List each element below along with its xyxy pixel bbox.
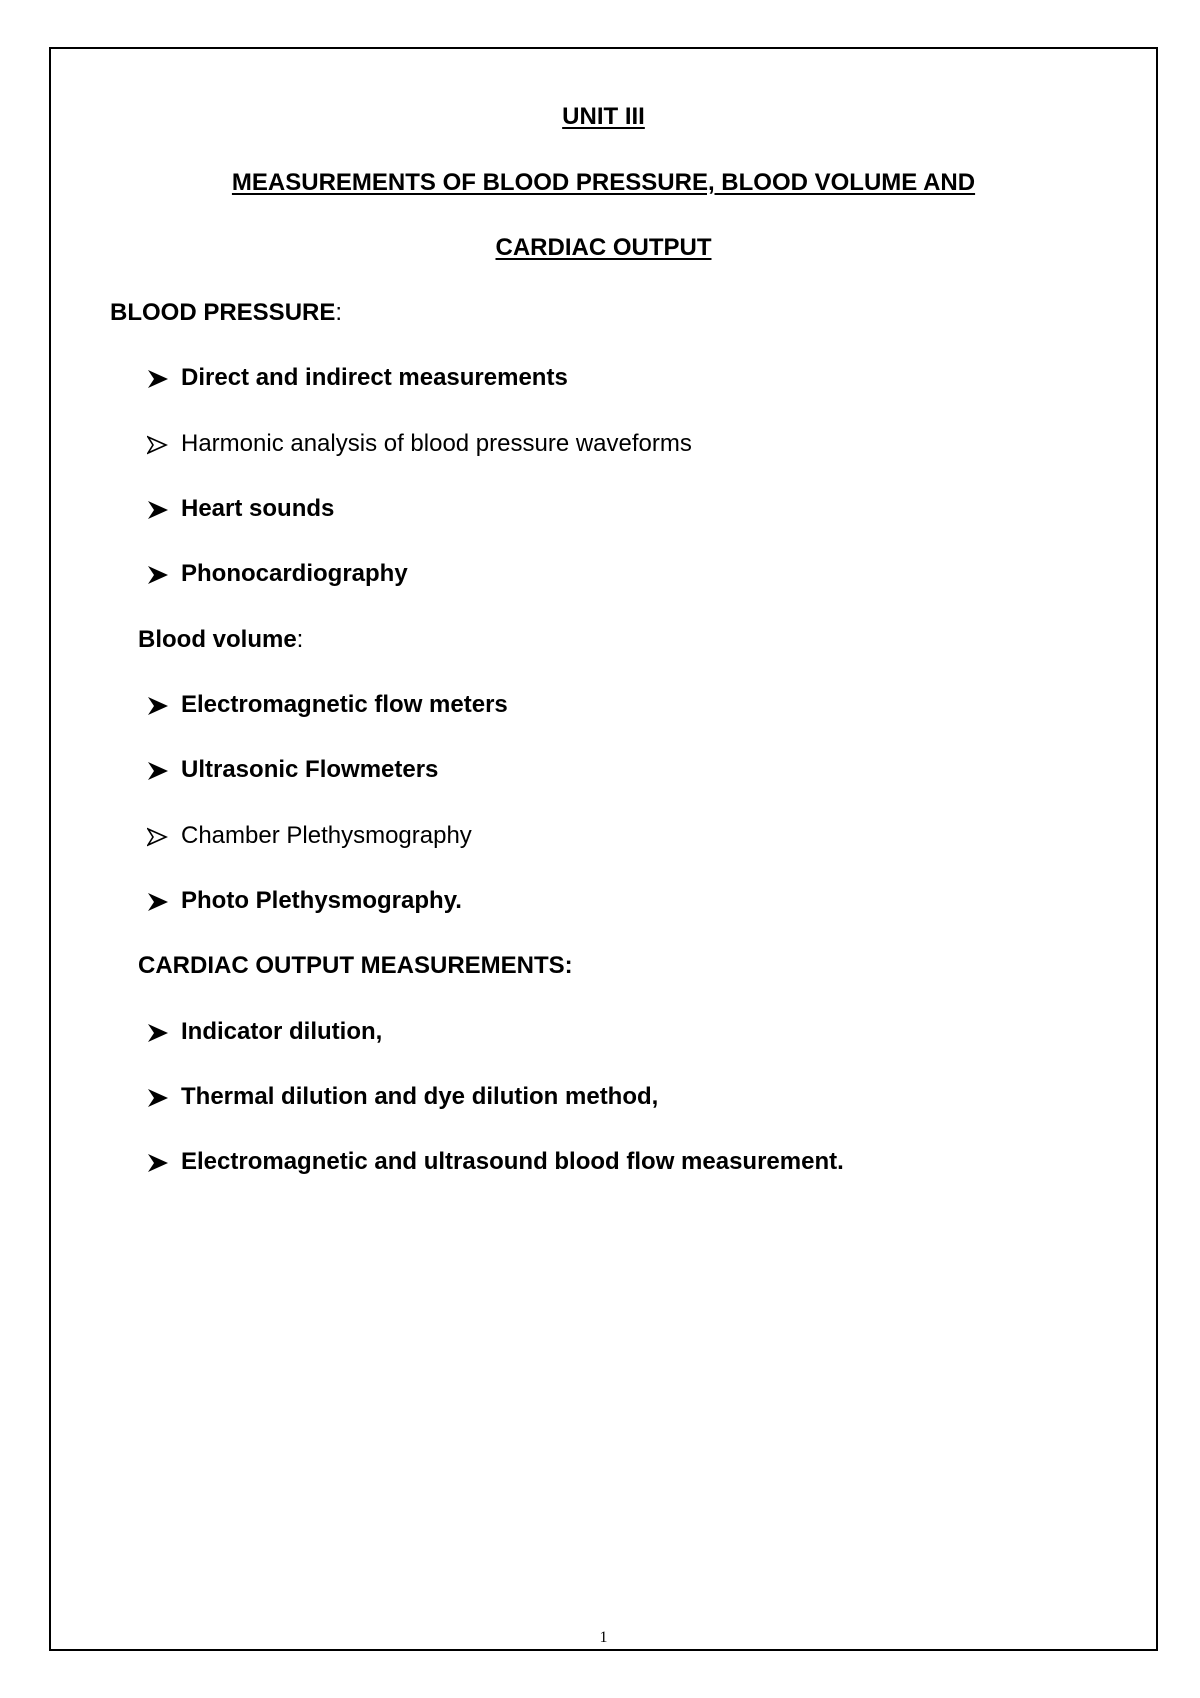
arrow-bullet-icon: [145, 755, 181, 785]
list-item-label: Heart sounds: [181, 495, 335, 522]
heading-colon: :: [296, 626, 304, 653]
list-item: [145, 821, 472, 851]
list-item: [145, 755, 438, 785]
list-item: [145, 429, 692, 459]
arrow-bullet-icon: [145, 690, 181, 720]
list-item: [145, 559, 408, 589]
list-item: [145, 886, 462, 916]
arrow-bullet-icon: [145, 886, 181, 916]
blood-volume-heading: [138, 625, 303, 655]
list-item-label: Direct and indirect measurements: [181, 364, 568, 391]
list-item: [145, 363, 568, 393]
document-title-line-2: CARDIAC OUTPUT: [495, 234, 712, 261]
list-item-label: Ultrasonic Flowmeters: [181, 756, 439, 783]
page-number: 1: [599, 1629, 608, 1646]
list-item-label: Thermal dilution and dye dilution method,: [181, 1083, 659, 1110]
list-item-label: Electromagnetic flow meters: [181, 691, 508, 718]
arrow-bullet-icon: [145, 494, 181, 524]
heading-colon: :: [335, 299, 343, 326]
list-item-label: Photo Plethysmography.: [181, 887, 462, 914]
blood-pressure-heading-text: BLOOD PRESSURE: [110, 299, 336, 326]
list-item-label: Harmonic analysis of blood pressure waveforms: [181, 430, 692, 457]
list-item: [145, 1017, 382, 1047]
list-item-label: Indicator dilution,: [181, 1018, 383, 1045]
blood-pressure-heading: [110, 298, 342, 328]
arrow-bullet-icon: [145, 1082, 181, 1112]
arrow-bullet-icon: [145, 429, 181, 459]
arrow-bullet-icon: [145, 1017, 181, 1047]
arrow-bullet-icon: [145, 363, 181, 393]
list-item: [145, 690, 508, 720]
cardiac-output-heading: CARDIAC OUTPUT MEASUREMENTS:: [138, 952, 573, 979]
list-item-label: Phonocardiography: [181, 560, 408, 587]
arrow-bullet-icon: [145, 821, 181, 851]
arrow-bullet-icon: [145, 559, 181, 589]
list-item-label: Electromagnetic and ultrasound blood flow measurement.: [181, 1148, 844, 1175]
list-item-label: Chamber Plethysmography: [181, 822, 472, 849]
list-item: [145, 1082, 658, 1112]
list-item: [145, 494, 334, 524]
arrow-bullet-icon: [145, 1147, 181, 1177]
unit-title: UNIT III: [562, 103, 645, 130]
document-title-line-1: MEASUREMENTS OF BLOOD PRESSURE, BLOOD VOLUME AND: [231, 169, 976, 196]
blood-volume-heading-text: Blood volume: [138, 626, 297, 653]
list-item: [145, 1147, 844, 1177]
